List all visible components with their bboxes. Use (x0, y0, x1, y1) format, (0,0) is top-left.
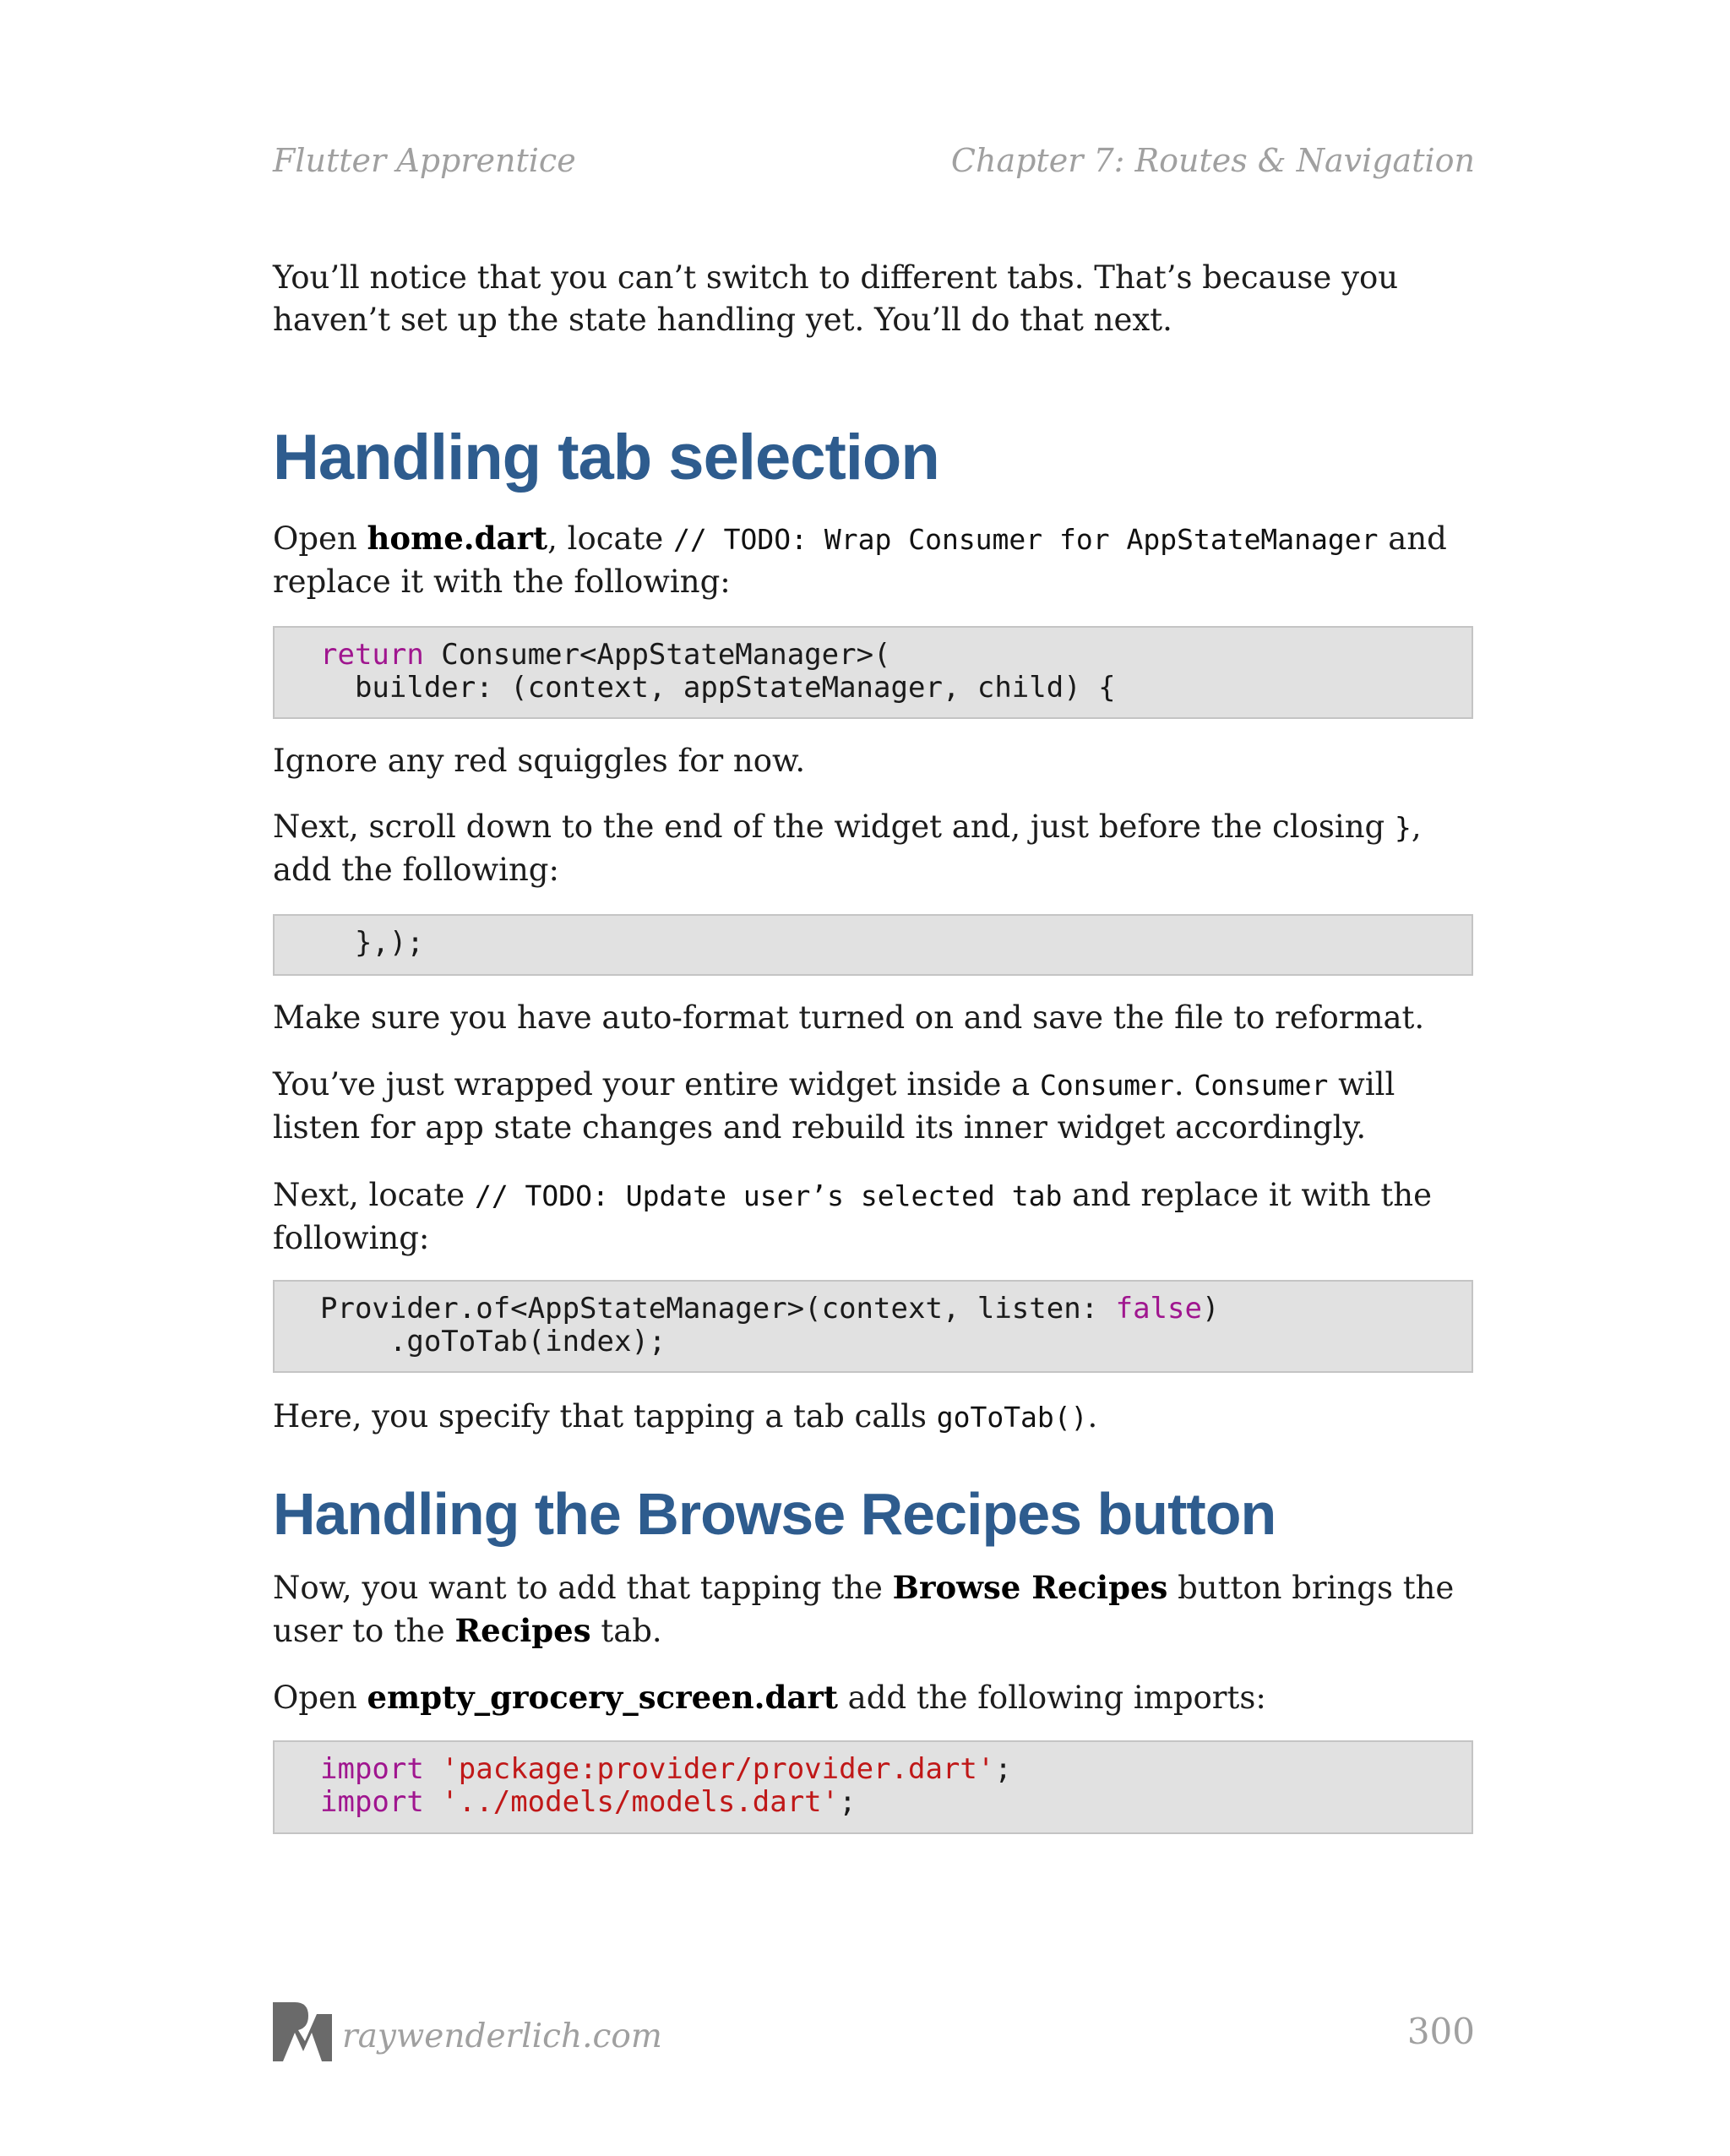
chapter-title: Chapter 7: Routes & Navigation (950, 142, 1475, 179)
section-heading-tab-selection: Handling tab selection (273, 422, 939, 493)
code-block-consumer: return Consumer<AppStateManager>( builder: (context, appStateManager, child) { (273, 626, 1473, 719)
inline-code: Consumer (1039, 1069, 1174, 1102)
inline-code: Consumer (1194, 1069, 1329, 1102)
paragraph-wrapped-consumer: You’ve just wrapped your entire widget inside a Consumer. Consumer will listen for app state changes and rebuild its inner widget accordingly. (273, 1066, 1395, 1146)
inline-code: // TODO: Update user’s selected tab (474, 1179, 1063, 1212)
paragraph-locate-todo: Next, locate // TODO: Update user’s selected tab and replace it with the following: (273, 1177, 1432, 1256)
paragraph-browse-recipes: Now, you want to add that tapping the Browse Recipes button brings the user to the Recipes tab. (273, 1569, 1455, 1649)
paragraph-scroll-down: Next, scroll down to the end of the widget and, just before the closing }, add the following: (273, 808, 1422, 888)
page-number: 300 (1406, 2011, 1475, 2052)
running-header (273, 142, 1475, 179)
book-title: Flutter Apprentice (273, 142, 576, 179)
code-block-closing: },); (273, 914, 1473, 976)
code-block-provider: Provider.of<AppStateManager>(context, listen: false) .goToTab(index); (273, 1280, 1473, 1373)
bold-text: Recipes (454, 1612, 591, 1649)
footer-site: raywenderlich.com (342, 2017, 662, 2055)
paragraph-open-empty-grocery: Open empty_grocery_screen.dart add the following imports: (273, 1679, 1266, 1716)
raywenderlich-logo-icon (273, 2002, 332, 2061)
paragraph-auto-format: Make sure you have auto-format turned on and save the file to reformat. (273, 999, 1425, 1036)
paragraph-ignore-squiggles: Ignore any red squiggles for now. (273, 743, 806, 779)
inline-code: goToTab() (936, 1401, 1088, 1434)
file-name: empty_grocery_screen.dart (367, 1679, 838, 1716)
code-block-imports: import 'package:provider/provider.dart'; import '../models/models.dart'; (273, 1740, 1473, 1834)
section-heading-browse-recipes: Handling the Browse Recipes button (273, 1481, 1276, 1547)
paragraph-goto-tab: Here, you specify that tapping a tab calls goToTab(). (273, 1398, 1098, 1435)
file-name: home.dart (367, 520, 548, 557)
inline-code: } (1394, 811, 1412, 844)
bold-text: Browse Recipes (892, 1569, 1168, 1606)
paragraph-open-home: Open home.dart, locate // TODO: Wrap Consumer for AppStateManager and replace it with the following: (273, 520, 1447, 600)
intro-paragraph: You’ll notice that you can’t switch to different tabs. That’s because you haven’t set up the state handling yet. You’ll do that next. (273, 259, 1399, 338)
inline-code: // TODO: Wrap Consumer for AppStateManager (673, 523, 1379, 556)
